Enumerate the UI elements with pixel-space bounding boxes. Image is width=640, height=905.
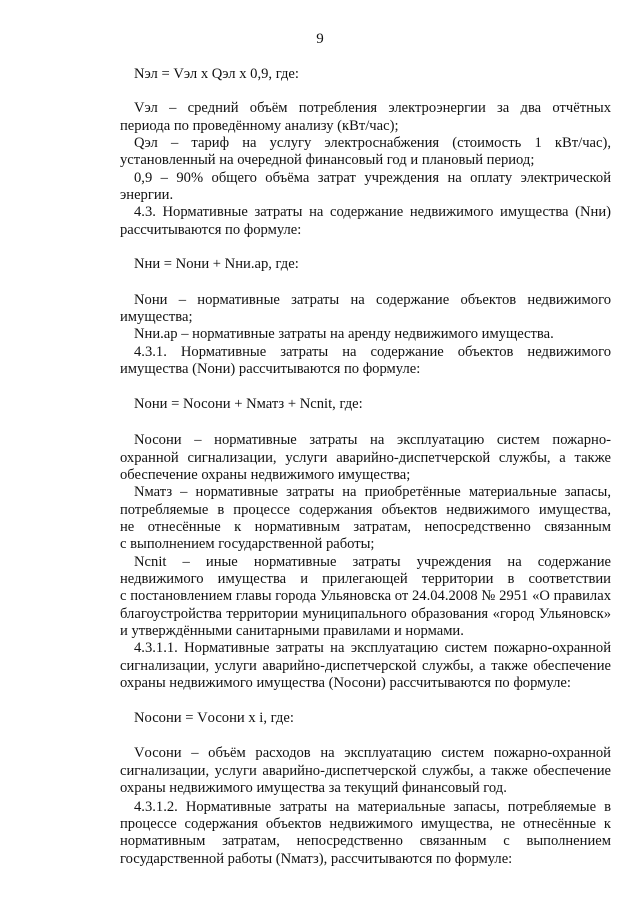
- text-line: охраны недвижимого имущества за текущий финансовый год.: [120, 780, 507, 796]
- text-line: с постановлением главы города Ульяновска от 24.04.2008 № 2951 «О правилах: [120, 588, 611, 604]
- text-line: потребляемые в процессе содержания объектов недвижимого имущества,: [120, 502, 611, 518]
- text-line: установленный на очередной финансовый год и плановый период;: [120, 152, 535, 168]
- text-line: недвижимого имущества и прилегающей территории в соответствии: [120, 571, 611, 587]
- text-line: сигнализации, услуги аварийно-диспетчерской службы, а также обеспечение: [120, 763, 611, 779]
- text-line: имущества;: [120, 309, 193, 325]
- text-line: обеспечение охраны недвижимого имущества;: [120, 467, 411, 483]
- text-line: охраны недвижимого имущества (Nосони) рассчитываются по формуле:: [120, 675, 571, 691]
- text-line: нормативным затратам, непосредственно связанным с выполнением: [120, 833, 611, 849]
- text-line: имущества (Nони) рассчитываются по формуле:: [120, 361, 421, 377]
- text-line: Nони – нормативные затраты на содержание объектов недвижимого: [134, 292, 611, 308]
- text-line: Nсnit – иные нормативные затраты учреждения на содержание: [134, 554, 611, 570]
- section-heading: 4.3. Нормативные затраты на содержание недвижимого имущества (Nни): [134, 204, 611, 220]
- formula-fire-security: Nосони = Vосони x i, где:: [134, 710, 294, 726]
- text-line: Vосони – объём расходов на эксплуатацию систем пожарно-охранной: [134, 745, 611, 761]
- text-line: энергии.: [120, 187, 174, 203]
- text-line: Vэл – средний объём потребления электроэнергии за два отчётных: [134, 100, 611, 116]
- text-line: благоустройства территории муниципального образования «город Ульяновск»: [120, 606, 611, 622]
- page-number: 9: [316, 31, 324, 47]
- text-line: охранной сигнализации, услуги аварийно-диспетчерской службы, а также: [120, 450, 611, 466]
- formula-electricity: Nэл = Vэл x Qэл x 0,9, где:: [134, 66, 299, 82]
- formula-property: Nни = Nони + Nни.ар, где:: [134, 256, 299, 272]
- text-line: Nни.ар – нормативные затраты на аренду недвижимого имущества.: [134, 326, 554, 342]
- text-line: рассчитываются по формуле:: [120, 222, 302, 238]
- text-line: Qэл – тариф на услугу электроснабжения (стоимость 1 кВт/час),: [134, 135, 611, 151]
- text-line: не отнесённые к нормативным затратам, непосредственно связанным: [120, 519, 611, 535]
- text-line: и утверждёнными санитарными правилами и нормами.: [120, 623, 464, 639]
- text-line: Nматз – нормативные затраты на приобретённые материальные запасы,: [134, 484, 611, 500]
- section-heading: 4.3.1.1. Нормативные затраты на эксплуатацию систем пожарно-охранной: [134, 640, 611, 656]
- text-line: с выполнением государственной работы;: [120, 536, 375, 552]
- text-line: сигнализации, услуги аварийно-диспетчерской службы, а также обеспечение: [120, 658, 611, 674]
- section-heading: 4.3.1.2. Нормативные затраты на материальные запасы, потребляемые в: [134, 799, 611, 815]
- text-line: периода по проведённому анализу (кВт/час);: [120, 118, 399, 134]
- section-heading: 4.3.1. Нормативные затраты на содержание объектов недвижимого: [134, 344, 611, 360]
- text-line: государственной работы (Nматз), рассчитываются по формуле:: [120, 851, 513, 867]
- text-line: Nосони – нормативные затраты на эксплуатацию систем пожарно-: [134, 432, 611, 448]
- text-line: процессе содержания объектов недвижимого имущества, не отнесённые к: [120, 816, 611, 832]
- text-line: 0,9 – 90% общего объёма затрат учреждения на оплату электрической: [134, 170, 611, 186]
- formula-objects: Nони = Nосони + Nматз + Nсnit, где:: [134, 396, 363, 412]
